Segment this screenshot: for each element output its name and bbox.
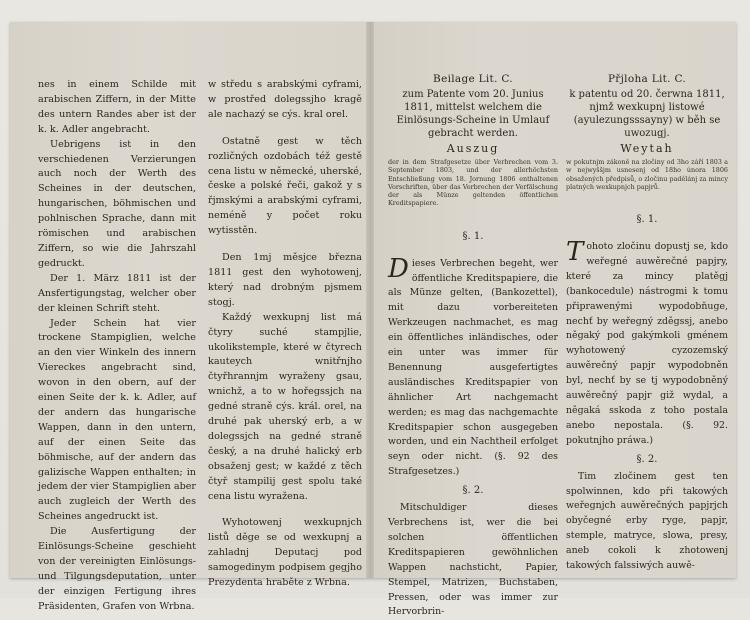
paragraph: w středu s arabskými cyframi, w prostřed dolegssjho kragě ale nachazý se cýs. kral orel. — [208, 79, 362, 120]
paragraph: Die Ausfertigung der Einlösungs-Scheine geschieht von der vereinigten Einlösungs- und Tilgungsdeputation, unter der einzigen Fertigung ihres Präsidenten, Grafen von Wrbna. — [38, 526, 196, 612]
drop-cap: T — [566, 237, 584, 267]
paragraph: Der 1. März 1811 ist der Ansfertigungstag, welcher ober der kleinen Schrift steht. — [38, 272, 196, 314]
section-number: §. 1. — [462, 230, 484, 242]
paragraph: Ostatně gest w těch rozličných ozdobách též gestě cena listu w německé, uherské, česke a polské řeči, gakož y s řjmskými a arabskými cyframi, neméně y počet roku wytisstěn. — [208, 135, 362, 237]
document-sheet — [10, 22, 736, 618]
right-column-german — [388, 72, 558, 620]
left-column-czech — [208, 78, 362, 591]
section-body: Dieses Verbrechen begeht, wer öffentliche Kreditspapiere, die als Münze gelten, (Bankozettel), mit dazu vorbereiteten Werkzeugen nachmachet, es mag ein öffentliches inländisches, oder ein unter was immer für Benennung ausgefertigtes ausländisches Kreditspapier von ähnlicher Art nachgemacht werden; es mag das nachgemachte Kreditspapier schon ausgegeben worden, und ein Nachtheil erfolget seyn oder nicht. (§. 92 des Strafgesetzes.) — [388, 253, 558, 478]
paragraph: Wyhotowenj wexkupnjch listů děge se od wexkupnj a zahladnj Deputacj pod samogedinym podpisem gegjho Prezydenta hraběte z Wrbna. — [208, 517, 362, 589]
excerpt-summary: w pokutnjm zákoně na zločiny od 3ho září 1803 a w nejwyššjm usnesenj od 18ho února 1806 obsažených předpisů, o zločinu padělánj za mincy platných wexkupnjch papjrů. — [566, 157, 728, 191]
excerpt-summary: der in dem Strafgesetze über Verbrechen vom 3. September 1803, und der allerhöchsten Entschließung vom 18. Jornung 1806 enthaltenen Vorschriften, über das Verbrechen der Verfälschung der als Münze geltenden öffentlichen Kreditspapiere. — [388, 157, 558, 208]
section-number: §. 2. — [636, 453, 658, 465]
section-body: Tim zločinem gest ten spolwinnen, kdo při takowých weřegnjch auwěrečných papjrjch obyčegné erby ryge, papjr, stemple, matryce, slowa, presy, aneb cokoli k zhotowenj takowých falssiwých auwě- — [566, 470, 728, 572]
paragraph: Den 1mj měsjce března 1811 gest den wyhotowenj, který nad drobným pjsmem stogj. — [208, 252, 362, 308]
drop-cap: D — [388, 253, 409, 284]
paragraph: Jeder Schein hat vier trockene Stampiglien, welche an den vier Winkeln des innern Viereckes angebracht sind, wovon in den obern, auf der einen Seite der k. k. Adler, auf der andern das hungarische Wappen, dann in den untern, auf der einen Seite das böhmische, auf der andern das galizische Wappen enthalten; in jedem der vier Stampiglien aber auch zugleich der Werth des Scheines angedruckt ist. — [38, 317, 196, 523]
right-page — [374, 22, 736, 618]
left-page — [10, 22, 368, 612]
section-body: Tohoto zločinu dopustj se, kdo weřegné auwěrečné papjry, které za mincy platěgj (bankocedule) nástrogmi k tomu připrawenými wypodobňuge, nechť by weřegný zděgssj, anebo něgaký pod gakýmkoli gménem wyhotowený cyzozemský auwěrečný papjr wypodobněn byl, nechť by se tj wypodobněný auwěrečný papjr giž wydal, a něgaká sskoda z toho postala anebo nepostala. (§. 92. pokutnjho práwa.) — [566, 237, 728, 446]
right-column-czech — [566, 72, 728, 574]
section-number: §. 2. — [462, 485, 484, 497]
left-column-german — [38, 78, 196, 615]
patent-subtitle: k patentu od 20. čerwna 1811, njmž wexkupnj listowé (ayulezungsssayny) w běh se uwozugj. — [569, 89, 725, 139]
supplement-heading: Přjloha Lit. C. — [607, 73, 687, 85]
paragraph: Uebrigens ist in den verschiedenen Verzierungen auch noch der Werth des Scheines in der deutschen, hungarischen, böhmischen und pohlnischen Sprache, dann mit römischen und arabischen Ziffern, so wie die Jahrszahl gedruckt. — [38, 138, 196, 269]
excerpt-heading: Weytah — [620, 142, 674, 155]
paragraph: Každý wexkupnj list má čtyry suché stampjlie, ukolikstemple, které w čtyrech kauteych wnitřnjho čtyřhrannjm wyraženy gsau, wnichž, a to w hořegssjch na gedné straně cýs. král. orel, na druhé pak uherský erb, a w dolegssjch na gedné straně český, a na druhé halický erb obsaženj gest; w každé z těch čtyř stampilij gest spolu také cena listu wyražena. — [208, 311, 362, 502]
section-number: §. 1. — [636, 214, 658, 226]
excerpt-heading: Auszug — [446, 142, 500, 155]
supplement-heading: Beilage Lit. C. — [433, 73, 513, 85]
patent-subtitle: zum Patente vom 20. Junius 1811, mittelst welchem die Einlösungs-Scheine in Umlauf gebracht werden. — [396, 89, 550, 139]
section-body: Mitschuldiger dieses Verbrechens ist, wer die bei solchen öffentlichen Kreditspapieren gewöhnlichen Wappen nachsticht, Papier, Stempel, Matrizen, Buchstaben, Pressen, oder was immer zur Hervorbrin- — [388, 502, 558, 618]
paragraph: nes in einem Schilde mit arabischen Ziffern, in der Mitte des untern Randes aber ist der k. k. Adler angebracht. — [38, 79, 196, 135]
